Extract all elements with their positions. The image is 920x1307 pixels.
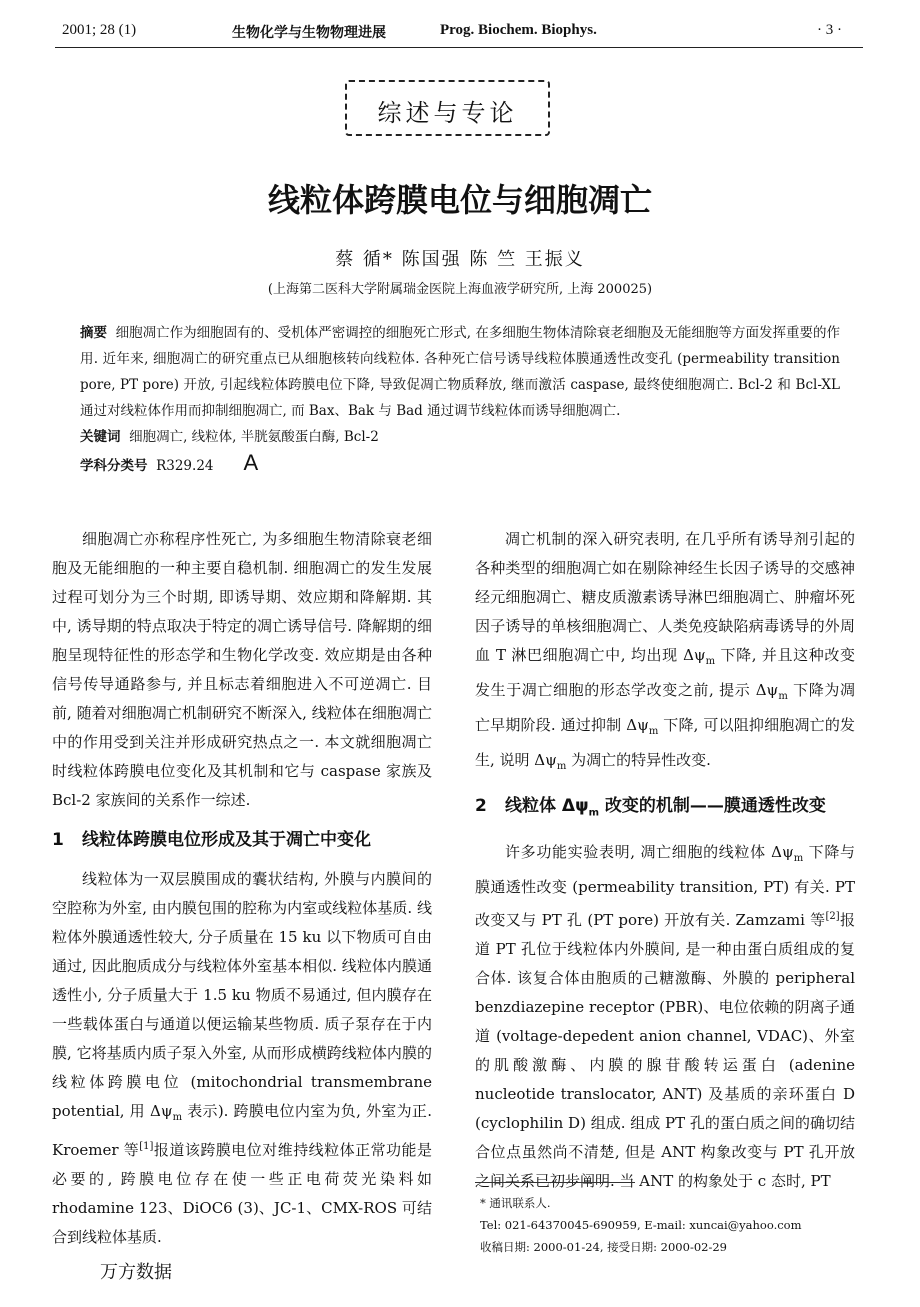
- classification-label: 学科分类号: [80, 458, 148, 474]
- intro-paragraph: 细胞凋亡亦称程序性死亡, 为多细胞生物清除衰老细胞及无能细胞的一种主要自稳机制. 细胞凋亡的发生发展过程可划分为三个时期, 即诱导期、效应期和降解期. 其中, 诱导期的特点取决于特定的凋亡诱导信号. 降解期的细胞呈现特征性的形态学和生物化学改变. 效应期是由各种信号传导通路参与, 并且标志着细胞进入不可逆凋亡. 目前, 随着对细胞凋亡机制研究不断深入, 线粒体在细胞凋亡中的作用受到关注并形成研究热点之一. 本文就细胞凋亡时线粒体跨膜电位变化及其机制和它与 caspase 家族及 Bcl-2 家族间的关系作一综述.: [52, 530, 432, 809]
- subscript-m: m: [648, 726, 659, 737]
- subscript-m: m: [793, 853, 804, 865]
- classification-code: R329.24: [156, 458, 214, 474]
- abstract: [80, 320, 840, 424]
- section-2-heading: [475, 791, 855, 828]
- abstract-label: 摘要: [80, 325, 108, 341]
- section-1-text-c: 报道该跨膜电位对维持线粒体正常功能是必要的, 跨膜电位存在使一些正电荷荧光染料如 rhodamine 123、DiOC6 (3)、JC-1、CMX-ROS 可结合到线粒体基质.: [52, 1141, 432, 1246]
- article-title: 线粒体跨膜电位与细胞凋亡: [267, 181, 652, 219]
- classification: [80, 450, 840, 479]
- section-2-number: 2: [475, 796, 487, 816]
- section-1-heading: [52, 825, 432, 855]
- badge-text: 综述与专论: [377, 99, 518, 127]
- column-badge: [345, 80, 550, 136]
- keywords-label: 关键词: [80, 429, 121, 445]
- abstract-text: 细胞凋亡作为细胞固有的、受机体严密调控的细胞死亡形式, 在多细胞生物体清除衰老细胞及无能细胞等方面发挥重要的作用. 近年来, 细胞凋亡的研究重点已从细胞核转向线粒体. 各种死亡信号诱导线粒体膜通透性改变孔 (permeability transition pore, PT pore) 开放, 引起线粒体跨膜电位下降, 导致促凋亡物质释放, 继而激活 caspase, 最终使细胞凋亡. Bcl-2 和 Bcl-XL 通过对线粒体作用而抑制细胞凋亡, 而 Bax、Bak 与 Bad 通过调节线粒体而诱导细胞凋亡.: [80, 325, 840, 419]
- subscript-m: m: [172, 1112, 183, 1123]
- mech-text-d: 下降, 可以阻抑细胞凋亡的发生, 说明 Δψ: [475, 716, 855, 769]
- mech-text-e: 为凋亡的特异性改变.: [566, 751, 711, 769]
- section-1-number: 1: [52, 830, 64, 850]
- subscript-m: m: [778, 691, 788, 702]
- section-1-text-b: 表示). 跨膜电位内室为负, 外室为正. Kroemer 等: [52, 1102, 432, 1159]
- s2-text-c: 报道 PT 孔位于线粒体内外膜间, 是一种由蛋白质组成的复合体. 该复合体由胞质的己糖激酶、外膜的 peripheral benzdiazepine receptor (PBR)、电位依赖的阴离子通道 (voltage-depedent anion channel, VDAC)、外室的肌酸激酶、内膜的腺苷酸转运蛋白 (adenine nucleotide translocator, ANT) 及基质的亲环蛋白 D (cyclophilin D) 组成. 组成 PT 孔的蛋白质之间的确切结合位点虽然尚不清楚, 但是 ANT 构象改变与 PT 孔开放之间关系已初步阐明. 当 ANT 的构象处于 c 态时, PT: [475, 911, 855, 1191]
- footnote-rule: [475, 1182, 635, 1183]
- section-1-paragraph: [52, 865, 432, 1252]
- section-2-title-a: 线粒体 Δψ: [505, 796, 589, 816]
- subscript-m: m: [705, 656, 716, 667]
- section-1-text-a: 线粒体为一双层膜围成的囊状结构, 外膜与内膜间的空腔称为外室, 由内膜包围的腔称为内室或线粒体基质. 线粒体外膜通透性较大, 分子质量在 15 ku 以下物质可自由通过, 因此胞质成分与线粒体外室基本相似. 线粒体内膜通透性小, 分子质量大于 1.5 ku 物质不易通过, 但内膜存在一些载体蛋白与通道以便运输某些物质. 质子泵存在于内膜, 它将基质内质子泵入外室, 从而形成横跨线粒体内膜的线粒体跨膜电位 (mitochondrial transmembrane potential, 用 Δψ: [52, 870, 432, 1120]
- mech-text-b: 下降, 并且这种改变发生于凋亡细胞的形态学改变之前, 提示 Δψ: [475, 646, 855, 699]
- right-column: [475, 525, 855, 1196]
- watermark-text: 万方数据: [100, 1262, 172, 1283]
- keywords-text: 细胞凋亡, 线粒体, 半胱氨酸蛋白酶, Bcl-2: [129, 429, 379, 445]
- s2-text-a: 许多功能实验表明, 凋亡细胞的线粒体 Δψ: [505, 843, 794, 862]
- footnote-contact: * 通讯联系人.: [480, 1196, 551, 1210]
- header-page-number: · 3 ·: [817, 22, 842, 38]
- subscript-m: m: [556, 761, 567, 772]
- citation-1: [1]: [139, 1141, 154, 1152]
- authors: 蔡 循* 陈国强 陈 竺 王振义: [335, 249, 585, 270]
- section-2-paragraph: [475, 838, 855, 1196]
- footnote-tel-email: Tel: 021-64370045-690959, E-mail: xuncai@yahoo.com: [480, 1218, 802, 1232]
- citation-2: [2]: [825, 911, 840, 923]
- keywords: [80, 424, 840, 450]
- abstract-block: [80, 320, 840, 479]
- section-2-title-b: 改变的机制——膜通透性改变: [599, 796, 826, 816]
- header-issue: 2001; 28 (1): [62, 22, 137, 38]
- subscript-m: m: [588, 807, 599, 819]
- header-journal-cn: 生物化学与生物物理进展: [232, 25, 386, 41]
- s2-text-b: 下降与膜通透性改变 (permeability transition, PT) 有关. PT 改变又与 PT 孔 (PT pore) 开放有关. Zamzami 等: [475, 843, 855, 930]
- section-1-title: 线粒体跨膜电位形成及其于凋亡中变化: [82, 830, 371, 850]
- mechanism-paragraph: [475, 525, 855, 781]
- affiliation: (上海第二医科大学附属瑞金医院上海血液学研究所, 上海 200025): [267, 282, 653, 297]
- mech-text-c: 下降为凋亡早期阶段. 通过抑制 Δψ: [475, 681, 855, 734]
- header-rule: [55, 47, 863, 48]
- mech-text-a: 凋亡机制的深入研究表明, 在几乎所有诱导剂引起的各种类型的细胞凋亡如在剔除神经生长因子诱导的交感神经元细胞凋亡、糖皮质激素诱导淋巴细胞凋亡、肿瘤坏死因子诱导的单核细胞凋亡、人类免疫缺陷病毒诱导的外周血 T 淋巴细胞凋亡中, 均出现 Δψ: [475, 530, 855, 664]
- footnotes: [480, 1192, 880, 1258]
- left-column: [52, 525, 432, 1252]
- footnote-dates: 收稿日期: 2000-01-24, 接受日期: 2000-02-29: [480, 1240, 727, 1254]
- header-journal-en: Prog. Biochem. Biophys.: [440, 22, 597, 38]
- document-code-mark: A: [243, 450, 259, 475]
